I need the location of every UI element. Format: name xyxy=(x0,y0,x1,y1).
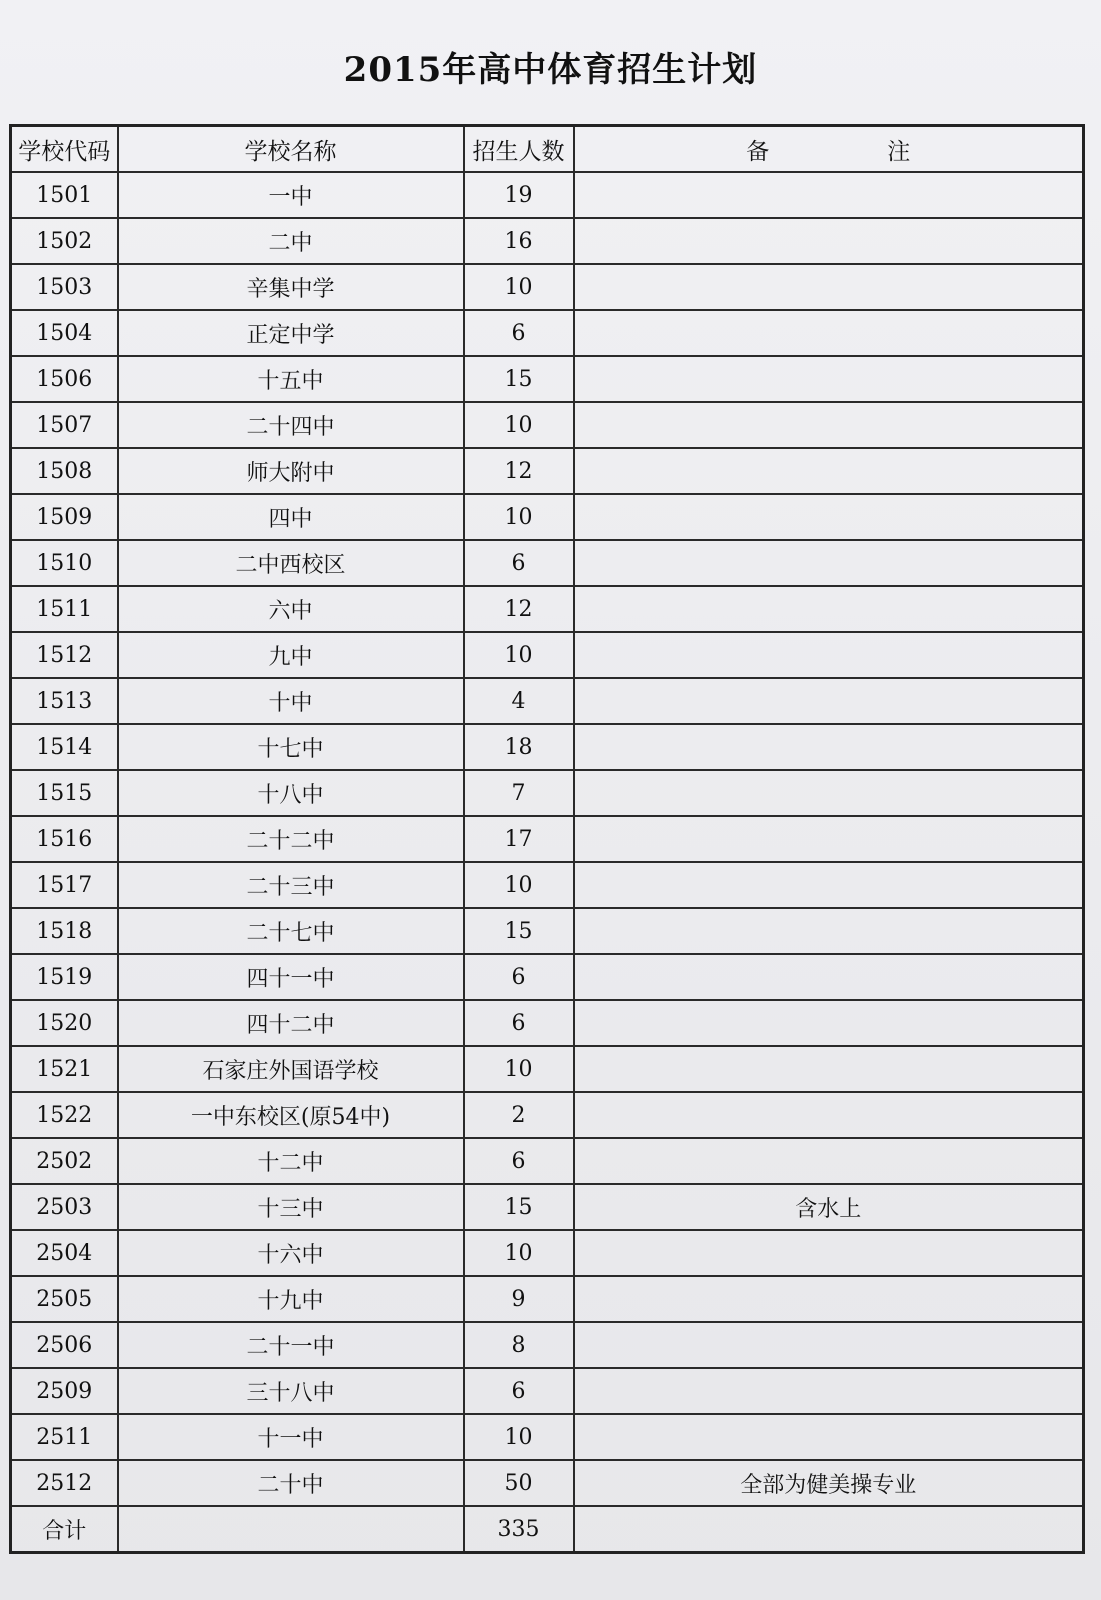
cell-school-name: 二十一中 xyxy=(118,1322,464,1368)
cell-enrollment-count: 10 xyxy=(464,632,574,678)
cell-school-name: 石家庄外国语学校 xyxy=(118,1046,464,1092)
cell-remarks xyxy=(574,540,1084,586)
cell-school-name: 十九中 xyxy=(118,1276,464,1322)
cell-enrollment-count: 12 xyxy=(464,586,574,632)
cell-school-code: 1519 xyxy=(11,954,118,1000)
cell-school-name: 二十三中 xyxy=(118,862,464,908)
cell-enrollment-count: 10 xyxy=(464,264,574,310)
cell-school-code: 1502 xyxy=(11,218,118,264)
cell-school-code: 1510 xyxy=(11,540,118,586)
table-row xyxy=(11,1322,1084,1368)
cell-school-code: 2505 xyxy=(11,1276,118,1322)
cell-school-code: 1513 xyxy=(11,678,118,724)
cell-enrollment-count: 15 xyxy=(464,1184,574,1230)
table-row xyxy=(11,816,1084,862)
cell-school-name: 正定中学 xyxy=(118,310,464,356)
table-row xyxy=(11,954,1084,1000)
cell-school-name: 十八中 xyxy=(118,770,464,816)
cell-enrollment-count: 10 xyxy=(464,402,574,448)
cell-remarks xyxy=(574,1322,1084,1368)
cell-school-code: 1514 xyxy=(11,724,118,770)
cell-school-code: 1504 xyxy=(11,310,118,356)
cell-remarks xyxy=(574,264,1084,310)
cell-school-name: 二十四中 xyxy=(118,402,464,448)
header-remarks-right: 注 xyxy=(887,138,911,165)
cell-school-name: 十三中 xyxy=(118,1184,464,1230)
cell-remarks xyxy=(574,1368,1084,1414)
cell-school-name: 十二中 xyxy=(118,1138,464,1184)
enrollment-table xyxy=(9,124,1085,1554)
cell-school-code: 2503 xyxy=(11,1184,118,1230)
table-row xyxy=(11,862,1084,908)
cell-school-name: 二十二中 xyxy=(118,816,464,862)
cell-school-name: 十六中 xyxy=(118,1230,464,1276)
cell-remarks xyxy=(574,448,1084,494)
table-body xyxy=(11,172,1084,1553)
cell-school-name: 一中 xyxy=(118,172,464,218)
cell-school-name xyxy=(118,1506,464,1553)
cell-remarks xyxy=(574,678,1084,724)
table-row xyxy=(11,356,1084,402)
cell-enrollment-count: 10 xyxy=(464,494,574,540)
cell-remarks xyxy=(574,586,1084,632)
cell-remarks xyxy=(574,1092,1084,1138)
cell-remarks xyxy=(574,172,1084,218)
cell-school-code: 1521 xyxy=(11,1046,118,1092)
cell-remarks xyxy=(574,816,1084,862)
cell-school-name: 一中东校区(原54中) xyxy=(118,1092,464,1138)
table-row xyxy=(11,540,1084,586)
cell-school-code: 1517 xyxy=(11,862,118,908)
cell-school-code: 1516 xyxy=(11,816,118,862)
cell-remarks xyxy=(574,908,1084,954)
cell-enrollment-count: 50 xyxy=(464,1460,574,1506)
header-remarks-left: 备 xyxy=(746,138,770,165)
cell-remarks xyxy=(574,1506,1084,1553)
cell-enrollment-count: 10 xyxy=(464,1230,574,1276)
document-title: 2015年高中体育招生计划 xyxy=(343,50,758,90)
cell-remarks xyxy=(574,1046,1084,1092)
cell-enrollment-count: 10 xyxy=(464,862,574,908)
cell-remarks xyxy=(574,1138,1084,1184)
cell-enrollment-count: 6 xyxy=(464,1138,574,1184)
header-remarks xyxy=(574,126,1084,173)
cell-enrollment-count: 4 xyxy=(464,678,574,724)
cell-enrollment-count: 7 xyxy=(464,770,574,816)
cell-school-name: 师大附中 xyxy=(118,448,464,494)
cell-school-code: 2502 xyxy=(11,1138,118,1184)
cell-school-code: 2511 xyxy=(11,1414,118,1460)
cell-school-code: 1501 xyxy=(11,172,118,218)
cell-school-code: 1520 xyxy=(11,1000,118,1046)
cell-remarks: 含水上 xyxy=(574,1184,1084,1230)
cell-enrollment-count: 6 xyxy=(464,954,574,1000)
cell-school-code: 1522 xyxy=(11,1092,118,1138)
cell-enrollment-count: 6 xyxy=(464,1368,574,1414)
cell-enrollment-count: 15 xyxy=(464,356,574,402)
cell-school-name: 六中 xyxy=(118,586,464,632)
cell-remarks xyxy=(574,724,1084,770)
cell-enrollment-count: 335 xyxy=(464,1506,574,1553)
cell-remarks xyxy=(574,356,1084,402)
cell-school-name: 三十八中 xyxy=(118,1368,464,1414)
cell-school-code: 1507 xyxy=(11,402,118,448)
header-school-code: 学校代码 xyxy=(11,126,118,173)
cell-school-code: 1509 xyxy=(11,494,118,540)
cell-school-name: 二中 xyxy=(118,218,464,264)
cell-school-code: 2506 xyxy=(11,1322,118,1368)
cell-remarks xyxy=(574,632,1084,678)
cell-school-code: 2512 xyxy=(11,1460,118,1506)
cell-remarks xyxy=(574,954,1084,1000)
cell-school-code: 1518 xyxy=(11,908,118,954)
cell-enrollment-count: 18 xyxy=(464,724,574,770)
table-row xyxy=(11,1046,1084,1092)
table-row xyxy=(11,1138,1084,1184)
table-row xyxy=(11,586,1084,632)
cell-remarks xyxy=(574,218,1084,264)
table-row xyxy=(11,448,1084,494)
cell-school-name: 十中 xyxy=(118,678,464,724)
cell-enrollment-count: 12 xyxy=(464,448,574,494)
table-row xyxy=(11,1230,1084,1276)
cell-remarks xyxy=(574,402,1084,448)
cell-enrollment-count: 6 xyxy=(464,310,574,356)
cell-school-code: 1506 xyxy=(11,356,118,402)
cell-school-code: 合计 xyxy=(11,1506,118,1553)
table-row xyxy=(11,908,1084,954)
cell-remarks xyxy=(574,494,1084,540)
cell-school-name: 四中 xyxy=(118,494,464,540)
cell-school-code: 1508 xyxy=(11,448,118,494)
cell-enrollment-count: 15 xyxy=(464,908,574,954)
cell-enrollment-count: 2 xyxy=(464,1092,574,1138)
cell-school-name: 四十一中 xyxy=(118,954,464,1000)
cell-remarks xyxy=(574,1000,1084,1046)
table-row xyxy=(11,770,1084,816)
table-row xyxy=(11,1092,1084,1138)
cell-remarks xyxy=(574,1230,1084,1276)
table-row xyxy=(11,632,1084,678)
table-row xyxy=(11,494,1084,540)
cell-enrollment-count: 8 xyxy=(464,1322,574,1368)
cell-remarks xyxy=(574,1414,1084,1460)
table-row xyxy=(11,1368,1084,1414)
table-row xyxy=(11,1184,1084,1230)
cell-school-name: 二中西校区 xyxy=(118,540,464,586)
table-header-row xyxy=(11,126,1084,173)
cell-school-code: 2504 xyxy=(11,1230,118,1276)
header-enrollment-count: 招生人数 xyxy=(464,126,574,173)
table-row xyxy=(11,218,1084,264)
cell-remarks xyxy=(574,770,1084,816)
cell-school-name: 二十七中 xyxy=(118,908,464,954)
table-row xyxy=(11,1460,1084,1506)
cell-school-code: 2509 xyxy=(11,1368,118,1414)
table-row xyxy=(11,1506,1084,1553)
cell-school-name: 十五中 xyxy=(118,356,464,402)
cell-school-name: 辛集中学 xyxy=(118,264,464,310)
cell-school-name: 二十中 xyxy=(118,1460,464,1506)
header-school-name: 学校名称 xyxy=(118,126,464,173)
cell-enrollment-count: 10 xyxy=(464,1046,574,1092)
cell-school-code: 1503 xyxy=(11,264,118,310)
table-row xyxy=(11,310,1084,356)
table-row xyxy=(11,264,1084,310)
cell-school-code: 1512 xyxy=(11,632,118,678)
cell-enrollment-count: 16 xyxy=(464,218,574,264)
cell-school-name: 十七中 xyxy=(118,724,464,770)
cell-remarks xyxy=(574,1276,1084,1322)
table-row xyxy=(11,172,1084,218)
cell-enrollment-count: 6 xyxy=(464,1000,574,1046)
table-row xyxy=(11,724,1084,770)
table-row xyxy=(11,1000,1084,1046)
table-row xyxy=(11,678,1084,724)
cell-remarks xyxy=(574,310,1084,356)
cell-enrollment-count: 17 xyxy=(464,816,574,862)
cell-enrollment-count: 19 xyxy=(464,172,574,218)
cell-enrollment-count: 6 xyxy=(464,540,574,586)
cell-remarks: 全部为健美操专业 xyxy=(574,1460,1084,1506)
table-row xyxy=(11,1414,1084,1460)
cell-school-name: 四十二中 xyxy=(118,1000,464,1046)
cell-school-code: 1511 xyxy=(11,586,118,632)
table-row xyxy=(11,1276,1084,1322)
cell-school-name: 十一中 xyxy=(118,1414,464,1460)
table-row xyxy=(11,402,1084,448)
cell-school-name: 九中 xyxy=(118,632,464,678)
cell-remarks xyxy=(574,862,1084,908)
cell-school-code: 1515 xyxy=(11,770,118,816)
cell-enrollment-count: 10 xyxy=(464,1414,574,1460)
cell-enrollment-count: 9 xyxy=(464,1276,574,1322)
